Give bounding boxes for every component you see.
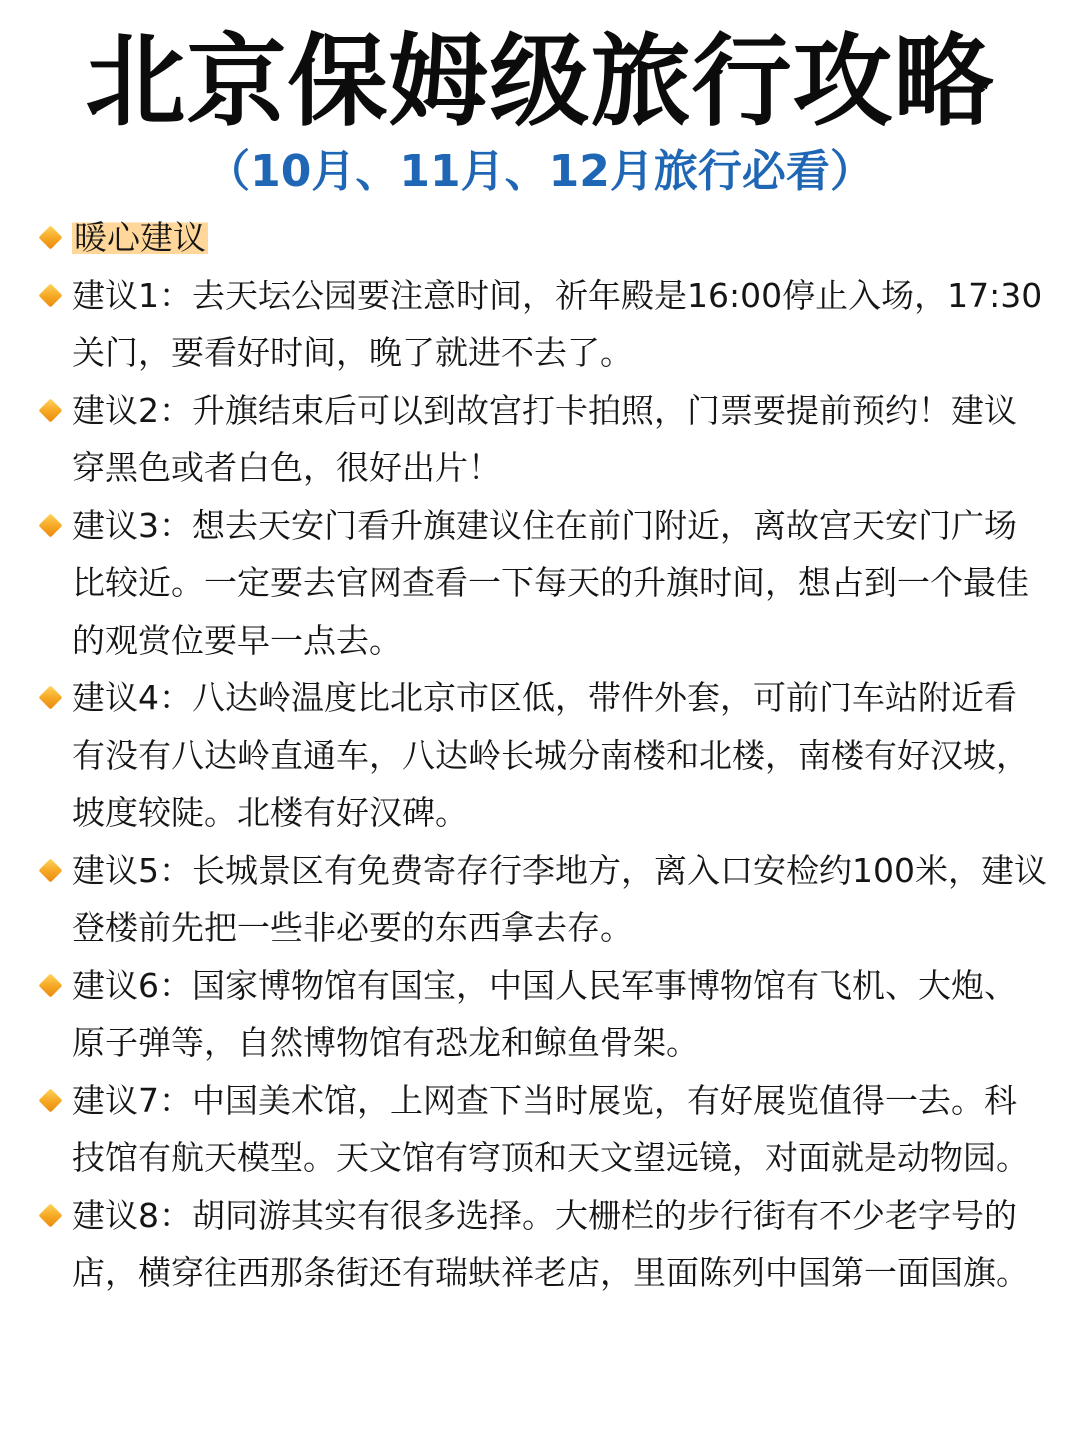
tip-item-4 — [38, 669, 1048, 842]
tip-item-6 — [38, 957, 1048, 1072]
diamond-bullet-icon — [38, 398, 62, 422]
tip-text: 建议3：想去天安门看升旗建议住在前门附近，离故宫天安门广场比较近。一定要去官网查看一下每天的升旗时间，想占到一个最佳的观赏位要早一点去。 — [72, 505, 1029, 660]
tip-item-3 — [38, 497, 1048, 670]
tip-item-1 — [38, 267, 1048, 382]
diamond-bullet-icon — [38, 225, 62, 249]
diamond-bullet-icon — [38, 513, 62, 537]
section-heading-label: 暖心建议 — [74, 218, 206, 257]
page-title: 北京保姆级旅行攻略 — [85, 23, 995, 140]
diamond-bullet-icon — [38, 1088, 62, 1112]
page-subtitle: （10月、11月、12月旅行必看） — [206, 146, 874, 197]
tip-text: 建议8：胡同游其实有很多选择。大栅栏的步行街有不少老字号的店，横穿往西那条街还有瑞蚨祥老店，里面陈列中国第一面国旗。 — [72, 1195, 1029, 1292]
diamond-bullet-icon — [38, 283, 62, 307]
tip-item-5 — [38, 842, 1048, 957]
diamond-bullet-icon — [38, 1203, 62, 1227]
tip-text: 建议6：国家博物馆有国宝，中国人民军事博物馆有飞机、大炮、原子弹等，自然博物馆有恐龙和鲸鱼骨架。 — [72, 965, 1017, 1062]
tip-text: 建议2：升旗结束后可以到故宫打卡拍照，门票要提前预约！建议穿黑色或者白色，很好出片！ — [72, 390, 1017, 487]
diamond-bullet-icon — [38, 858, 62, 882]
tip-text: 建议4：八达岭温度比北京市区低，带件外套，可前门车站附近看有没有八达岭直通车，八达岭长城分南楼和北楼，南楼有好汉坡，坡度较陡。北楼有好汉碑。 — [72, 678, 1029, 832]
tip-text: 建议1：去天坛公园要注意时间，祈年殿是16:00停止入场，17:30关门，要看好时间，晚了就进不去了。 — [72, 275, 1043, 372]
tip-item-8 — [38, 1187, 1048, 1302]
section-heading — [38, 209, 1048, 267]
tip-text: 建议7：中国美术馆，上网查下当时展览，有好展览值得一去。科技馆有航天模型。天文馆有穹顶和天文望远镜，对面就是动物园。 — [72, 1080, 1029, 1177]
tip-item-2 — [38, 382, 1048, 497]
diamond-bullet-icon — [38, 685, 62, 709]
tip-text: 建议5：长城景区有免费寄存行李地方，离入口安检约100米，建议登楼前先把一些非必要的东西拿去存。 — [72, 850, 1047, 947]
tip-item-7 — [38, 1072, 1048, 1187]
tips-list — [38, 209, 1048, 1302]
diamond-bullet-icon — [38, 973, 62, 997]
